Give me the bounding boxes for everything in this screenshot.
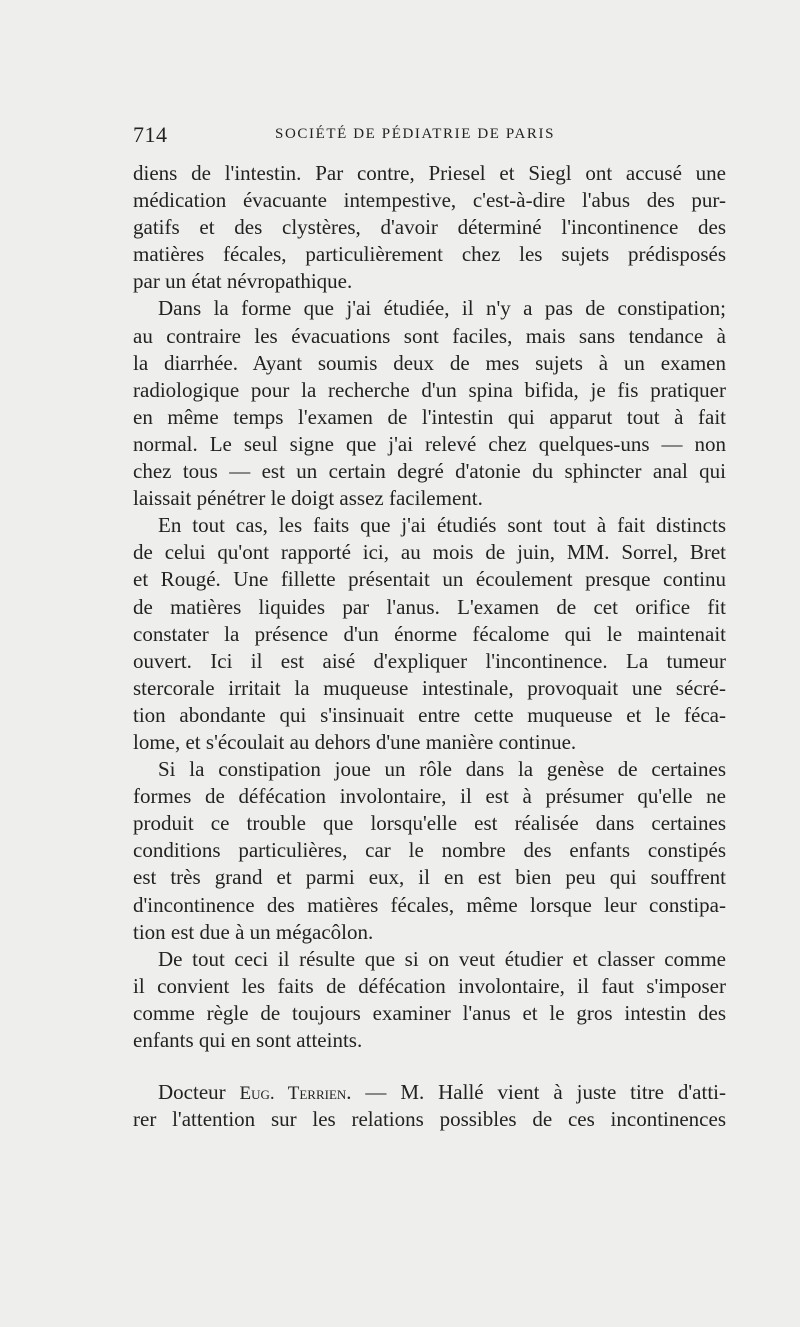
- text-line: normal. Le seul signe que j'ai relevé chez quelques-uns — non: [133, 431, 726, 456]
- text-line: médication évacuante intempestive, c'est-à-dire l'abus des pur-: [133, 188, 726, 213]
- text-line: par un état névropathique.: [133, 269, 353, 294]
- text-line: stercorale irritait la muqueuse intestinale, provoquait une sécré-: [133, 675, 726, 700]
- text-line: comme règle de toujours examiner l'anus et le gros intestin des: [133, 1000, 726, 1025]
- text-line: constater la présence d'un énorme fécalome qui le maintenait: [133, 621, 726, 646]
- speaker-name: Eug. Terrien: [239, 1083, 347, 1105]
- paragraph-3: [133, 512, 726, 756]
- text-line: tion abondante qui s'insinuait entre cette muqueuse et le féca-: [133, 702, 726, 727]
- text-line: laissait pénétrer le doigt assez facilement.: [133, 486, 483, 511]
- paragraph-speaker: [133, 1079, 726, 1133]
- text-line: En tout cas, les faits que j'ai étudiés sont tout à fait distincts: [158, 513, 726, 538]
- speaker-prefix: Docteur: [158, 1080, 240, 1105]
- text-line: d'incontinence des matières fécales, même lorsque leur constipa-: [133, 892, 726, 917]
- text-line: chez tous — est un certain degré d'atonie du sphincter anal qui: [133, 459, 726, 484]
- text-line: il convient les faits de défécation involontaire, il faut s'imposer: [133, 973, 726, 998]
- text-line: est très grand et parmi eux, il en est bien peu qui souffrent: [133, 865, 726, 890]
- text-line: rer l'attention sur les relations possibles de ces incontinences: [133, 1107, 726, 1132]
- text-line: conditions particulières, car le nombre des enfants constipés: [133, 838, 726, 863]
- text-line: de celui qu'ont rapporté ici, au mois de juin, MM. Sorrel, Bret: [133, 540, 726, 565]
- text-line: matières fécales, particulièrement chez les sujets prédisposés: [133, 242, 726, 267]
- text-line: et Rougé. Une fillette présentait un écoulement presque continu: [133, 567, 726, 592]
- text-line: formes de défécation involontaire, il est à présumer qu'elle ne: [133, 784, 726, 809]
- text-line: [133, 1079, 726, 1106]
- speaker-line-rest: . — M. Hallé vient à juste titre d'atti-: [346, 1080, 726, 1105]
- paragraph-1: [133, 160, 726, 295]
- text-line: Si la constipation joue un rôle dans la genèse de certaines: [158, 757, 726, 782]
- text-line: la diarrhée. Ayant soumis deux de mes sujets à un examen: [133, 350, 726, 375]
- page-number: 714: [133, 122, 168, 147]
- section-gap: [133, 1054, 726, 1079]
- text-line: de matières liquides par l'anus. L'examen de cet orifice fit: [133, 594, 726, 619]
- text-line: diens de l'intestin. Par contre, Priesel et Siegl ont accusé une: [133, 161, 726, 185]
- body-text: [133, 160, 726, 1133]
- text-line: gatifs et des clystères, d'avoir déterminé l'incontinence des: [133, 215, 726, 240]
- running-title: SOCIÉTÉ DE PÉDIATRIE DE PARIS: [275, 126, 556, 142]
- text-line: au contraire les évacuations sont faciles, mais sans tendance à: [133, 323, 726, 348]
- text-line: en même temps l'examen de l'intestin qui apparut tout à fait: [133, 404, 726, 429]
- text-line: lome, et s'écoulait au dehors d'une manière continue.: [133, 729, 577, 754]
- text-line: ouvert. Ici il est aisé d'expliquer l'incontinence. La tumeur: [133, 648, 726, 673]
- text-line: Dans la forme que j'ai étudiée, il n'y a pas de constipation;: [158, 296, 726, 321]
- paragraph-5: [133, 946, 726, 1054]
- paragraph-2: [133, 295, 726, 512]
- page-header: [133, 122, 726, 152]
- text-line: enfants qui en sont atteints.: [133, 1028, 363, 1052]
- text-line: radiologique pour la recherche d'un spina bifida, je fis pratiquer: [133, 377, 726, 402]
- text-line: De tout ceci il résulte que si on veut étudier et classer comme: [158, 946, 726, 971]
- text-line: tion est due à un mégacôlon.: [133, 919, 374, 944]
- text-line: produit ce trouble que lorsqu'elle est réalisée dans certaines: [133, 811, 726, 836]
- paragraph-4: [133, 756, 726, 946]
